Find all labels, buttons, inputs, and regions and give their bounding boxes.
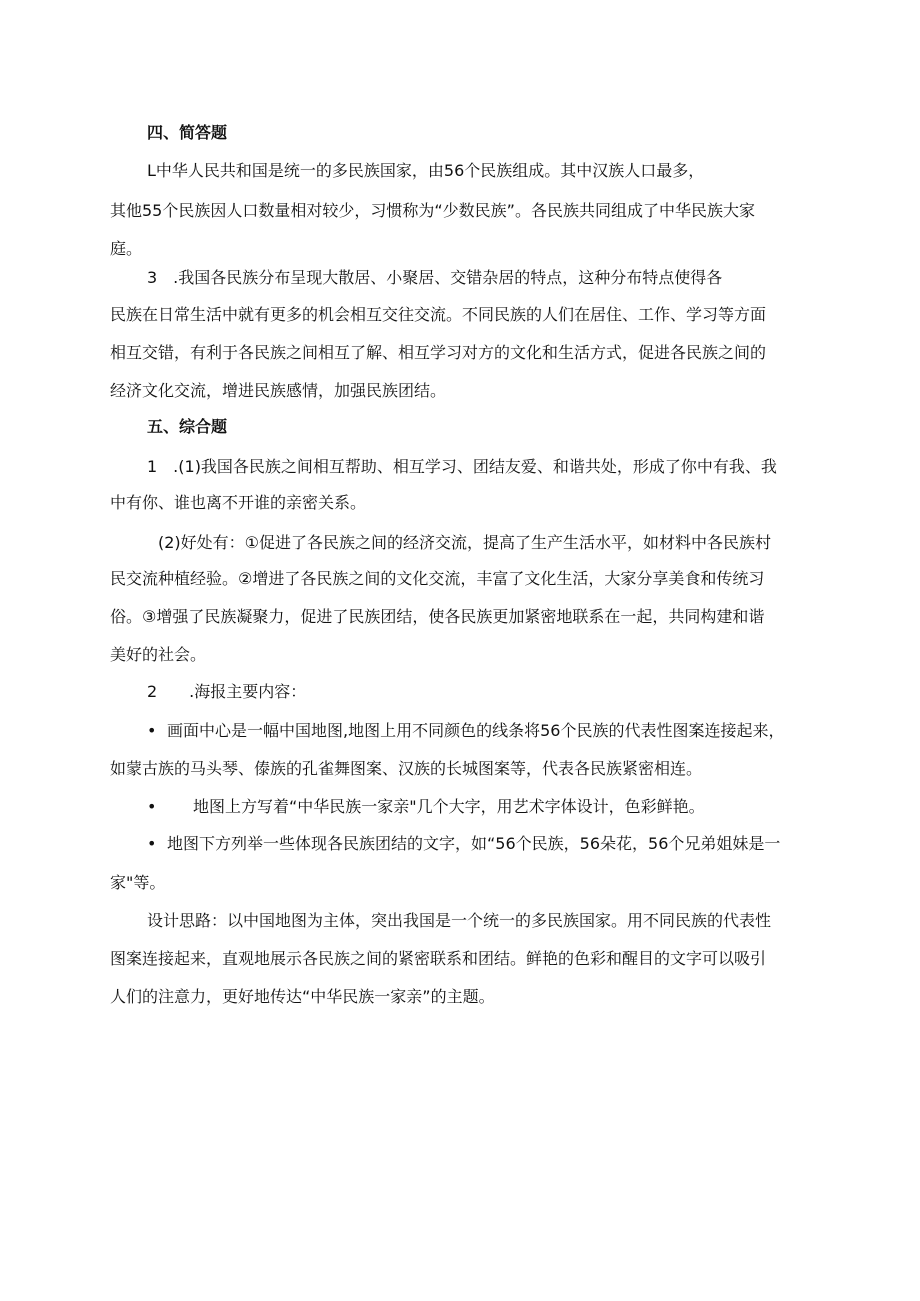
answer-line: 3 .我国各民族分布呈现大散居、小聚居、交错杂居的特点，这种分布特点使得各 — [147, 268, 723, 287]
answer-line: 民族在日常生活中就有更多的机会相互交往交流。不同民族的人们在居住、工作、学习等方面 — [110, 305, 767, 324]
section-heading-short-answer: 四、简答题 — [147, 123, 228, 142]
bullet-text: 画面中心是一幅中国地图,地图上用不同颜色的线条将56个民族的代表性图案连接起来， — [167, 721, 785, 740]
design-line: 图案连接起来，直观地展示各民族之间的紧密联系和团结。鲜艳的色彩和醒目的文字可以吸引 — [110, 949, 767, 968]
bullet-marker: • — [147, 721, 157, 740]
bullet-text: 家"等。 — [110, 873, 166, 892]
answer-line: 庭。 — [110, 239, 143, 258]
answer-line: 民交流种植经验。②增进了各民族之间的文化交流，丰富了文化生活，大家分享美食和传统习 — [110, 569, 765, 588]
design-line: 设计思路：以中国地图为主体，突出我国是一个统一的多民族国家。用不同民族的代表性 — [147, 911, 772, 930]
bullet-text: 地图下方列举一些体现各民族团结的文字，如“56个民族，56朵花，56个兄弟姐妹是一 — [167, 834, 781, 853]
answer-line: 1 .(1)我国各民族之间相互帮助、相互学习、团结友爱、和谐共处，形成了你中有我、我 — [147, 457, 777, 476]
answer-line: 美好的社会。 — [110, 645, 207, 664]
answer-line: 俗。③增强了民族凝聚力，促进了民族团结，使各民族更加紧密地联系在一起，共同构建和谐 — [110, 607, 765, 626]
bullet-text: 地图上方写着“中华民族一家亲"几个大字，用艺术字体设计，色彩鲜艳。 — [193, 797, 705, 816]
answer-line: L中华人民共和国是统一的多民族国家，由56个民族组成。其中汉族人口最多， — [147, 161, 705, 180]
bullet-marker: • — [147, 834, 157, 853]
answer-line: 相互交错，有利于各民族之间相互了解、相互学习对方的文化和生活方式，促进各民族之间的 — [110, 343, 767, 362]
answer-line: 经济文化交流，增进民族感情，加强民族团结。 — [110, 381, 447, 400]
poster-section-title: 2 .海报主要内容： — [147, 682, 307, 701]
answer-line: (2)好处有：①促进了各民族之间的经济交流，提高了生产生活水平，如材料中各民族村 — [158, 533, 772, 552]
answer-line: 中有你、谁也离不开谁的亲密关系。 — [110, 493, 367, 512]
section-heading-comprehensive: 五、综合题 — [147, 417, 228, 436]
answer-line: 其他55个民族因人口数量相对较少，习惯称为“少数民族”。各民族共同组成了中华民族大家 — [110, 201, 755, 220]
bullet-text: 如蒙古族的马头琴、傣族的孔雀舞图案、汉族的长城图案等，代表各民族紧密相连。 — [110, 759, 703, 778]
bullet-marker: • — [147, 797, 157, 816]
design-line: 人们的注意力，更好地传达“中华民族一家亲”的主题。 — [110, 987, 495, 1006]
